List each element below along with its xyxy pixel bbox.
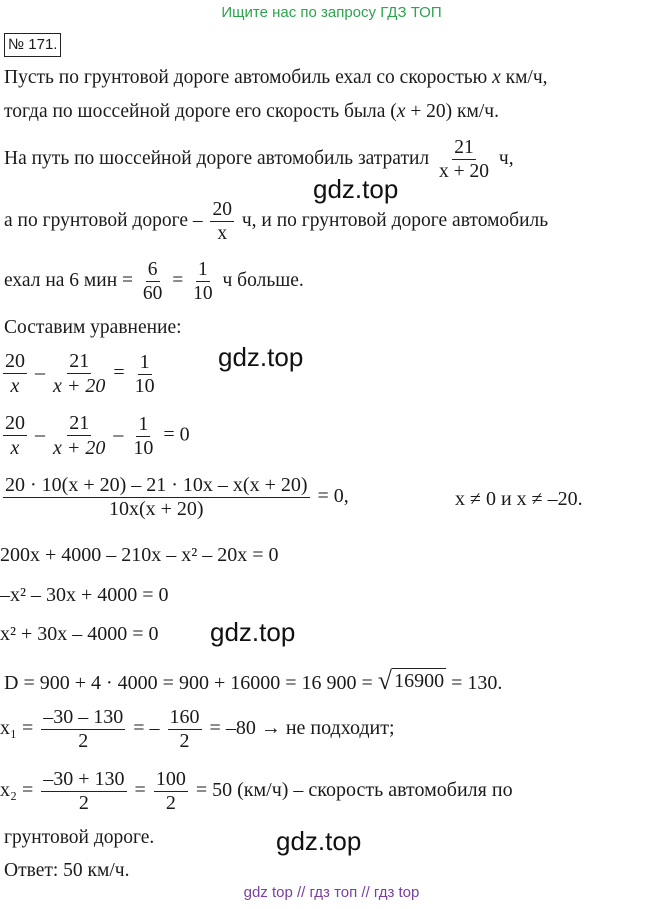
equation-4: 200x + 4000 – 210x – x² – 20x = 0 [0, 544, 279, 566]
text-line-1: Пусть по грунтовой дороге автомобиль ехал со скоростью x км/ч, [4, 67, 548, 88]
header-link[interactable]: Ищите нас по запросу ГДЗ ТОП [221, 4, 442, 21]
problem-number: № 171. [4, 33, 61, 57]
text-line-5: ехал на 6 мин = $\frac{6}{60}$ = $\frac{1}{10}$ ч больше. [4, 259, 304, 304]
answer: Ответ: 50 км/ч. [4, 860, 130, 881]
equation-6: x² + 30x – 4000 = 0 [0, 623, 159, 645]
equation-1: $\frac{20}{x}$ – $\frac{21}{x + 20}$ = $\frac{1}{10}$ [5, 350, 155, 397]
fraction: $\frac{1}{10}$ [193, 259, 213, 304]
text-line-3: На путь по шоссейной дороге автомобиль затратил $\frac{21}{x + 20}$ ч, [4, 137, 514, 182]
footer-link[interactable]: gdz top // гдз топ // гдз top [243, 884, 420, 901]
fraction: $\frac{6}{60}$ [142, 259, 163, 304]
root-1: x₁ = $\frac{-30 - 130}{2}$ = – $\frac{160}{2}$ = –80 → не подходит; [0, 706, 395, 752]
equation-5: –x² – 30x + 4000 = 0 [0, 584, 169, 606]
text-line-2: тогда по шоссейной дороге его скорость была (x + 20) км/ч. [4, 101, 499, 122]
text-line-4: а по грунтовой дороге – $\frac{20}{x}$ ч, и по грунтовой дороге автомобиль [4, 199, 549, 244]
domain-condition: x ≠ 0 и x ≠ –20. [455, 488, 583, 510]
fraction: $\frac{21}{x + 20}$ [439, 137, 490, 182]
watermark: gdz.top [218, 342, 304, 372]
text-line-6: Составим уравнение: [4, 317, 182, 338]
watermark: gdz.top [276, 826, 362, 856]
root-2: x₂ = $\frac{-30 + 130}{2}$ = $\frac{100}{2}$ = 50 (км/ч) – скорость автомобиля по [0, 768, 513, 814]
fraction: $\frac{20}{x}$ [212, 199, 232, 244]
discriminant: D = 900 + 4 · 4000 = 900 + 16000 = 16 900 = √ 16900 = 130. [4, 666, 503, 695]
equation-2: $\frac{20}{x}$ – $\frac{21}{x + 20}$ – $\frac{1}{10}$ = 0 [5, 412, 190, 459]
watermark: gdz.top [313, 174, 399, 204]
sqrt: √ 16900 [377, 666, 445, 695]
equation-3: $\frac{20 \cdot 10(x + 20) - 21 \cdot 10x - x(x + 20)}{10x(x + 20)}$ = 0, [5, 474, 349, 520]
watermark: gdz.top [210, 617, 296, 647]
text-line-grunt: грунтовой дороге. [4, 827, 155, 848]
